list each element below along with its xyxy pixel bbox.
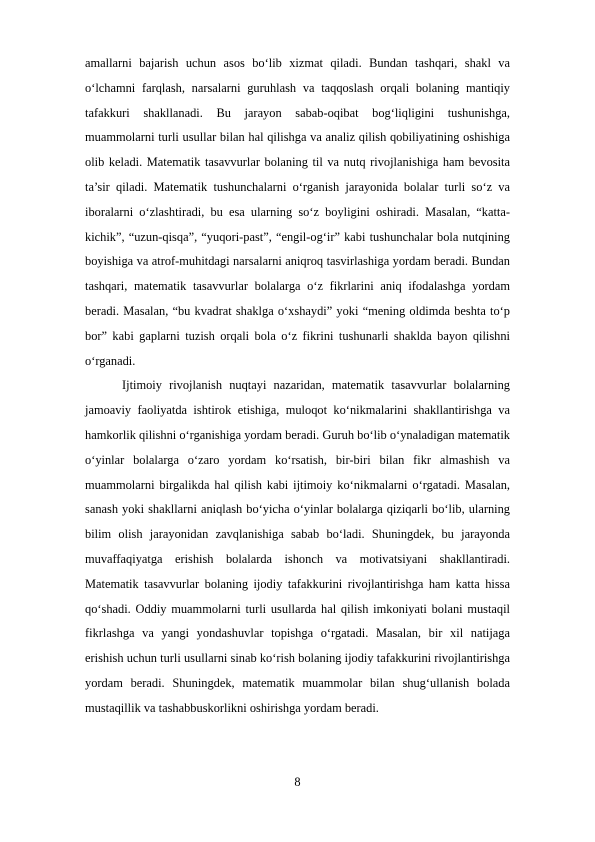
page-body [85,51,510,721]
paragraph-2: Ijtimoiy rivojlanish nuqtayi nazaridan, matematik tasavvurlar bolalarning jamoaviy faoliyatda ishtirok etishiga, muloqot ko‘nikmalarini shakllantirishga va hamkorlik qilishni o‘rganishiga yordam beradi. Guruh bo‘lib o‘ynaladigan matematik o‘yinlar bolalarga o‘zaro yordam ko‘rsatish, bir-biri bilan fikr almashish va muammolarni birgalikda hal qilish kabi ijtimoiy ko‘nikmalarni o‘rgatadi. Masalan, sanash yoki shakllarni aniqlash bo‘yicha o‘yinlar bolalarga qiziqarli bo‘lib, ularning bilim olish jarayonidan zavqlanishiga sabab bo‘ladi. Shuningdek, bu jarayonda muvaffaqiyatga erishish bolalarda ishonch va motivatsiyani shakllantiradi. Matematik tasavvurlar bolaning ijodiy tafakkurini rivojlantirishga ham katta hissa qo‘shadi. Oddiy muammolarni turli usullarda hal qilish imkoniyati bolani mustaqil fikrlashga va yangi yondashuvlar topishga o‘rgatadi. Masalan, bir xil natijaga erishish uchun turli usullarni sinab ko‘rish bolaning ijodiy tafakkurini rivojlantirishga yordam beradi. Shuningdek, matematik muammolar bilan shug‘ullanish bolada mustaqillik va tashabbuskorlikni oshirishga yordam beradi. [85,378,510,715]
paragraph-1: amallarni bajarish uchun asos bo‘lib xizmat qiladi. Bundan tashqari, shakl va o‘lchamni farqlash, narsalarni guruhlash va taqqoslash orqali bolaning mantiqiy tafakkuri shakllanadi. Bu jarayon sabab-oqibat bog‘liqligini tushunishga, muammolarni turli usullar bilan hal qilishga va analiz qilish qobiliyatining oshishiga olib keladi. Matematik tasavvurlar bolaning til va nutq rivojlanishiga ham bevosita ta’sir qiladi. Matematik tushunchalarni o‘rganish jarayonida bolalar turli so‘z va iboralarni o‘zlashtiradi, bu esa ularning so‘z boyligini oshiradi. Masalan, “katta-kichik”, “uzun-qisqa”, “yuqori-past”, “engil-og‘ir” kabi tushunchalar bola nutqining boyishiga va atrof-muhitdagi narsalarni aniqroq tasvirlashiga yordam beradi. Bundan tashqari, matematik tasavvurlar bolalarga o‘z fikrlarini aniq ifodalashga yordam beradi. Masalan, “bu kvadrat shaklga o‘xshaydi” yoki “mening oldimda beshta to‘p bor” kabi gaplarni tuzish orqali bola o‘z fikrini tushunarli shaklda bayon qilishni o‘rganadi. [85,56,510,368]
page-number: 8 [294,775,301,789]
